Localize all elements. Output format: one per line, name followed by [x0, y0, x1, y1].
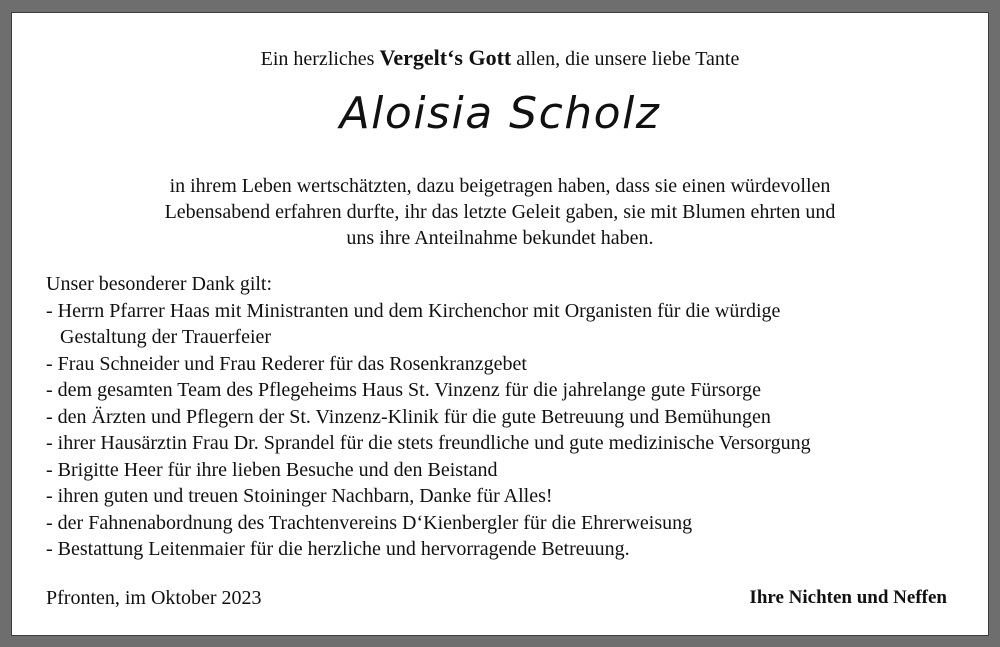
intro-emphasis: Vergelt‘s Gott: [379, 45, 512, 70]
intro-after: allen, die unsere liebe Tante: [511, 48, 740, 70]
list-item: - Herrn Pfarrer Haas mit Ministranten und dem Kirchenchor mit Organisten für die würdige: [46, 299, 781, 322]
thanks-heading: Unser besonderer Dank gilt:: [46, 273, 273, 295]
notice-card: [11, 12, 989, 636]
list-item: - Brigitte Heer für ihre lieben Besuche und den Beistand: [46, 458, 498, 481]
list-item: - der Fahnenabordnung des Trachtenvereins D‘Kienbergler für die Ehrerweisung: [46, 511, 693, 534]
thanks-list: [46, 271, 968, 563]
list-item: - ihrer Hausärztin Frau Dr. Sprandel für die stets freundliche und gute medizinische Versorgung: [46, 432, 811, 454]
list-item-continuation: Gestaltung der Trauerfeier: [60, 326, 272, 348]
list-item: - ihren guten und treuen Stoininger Nachbarn, Danke für Alles!: [46, 485, 553, 507]
list-item: - Bestattung Leitenmaier für die herzliche und hervorragende Betreuung.: [46, 538, 630, 560]
intro-line: [12, 45, 988, 71]
deceased-name: Aloisia Scholz: [339, 88, 661, 139]
list-item: - den Ärzten und Pflegern der St. Vinzenz-Klinik für die gute Betreuung und Bemühungen: [46, 405, 771, 428]
intro-before: Ein herzliches: [260, 48, 380, 70]
list-item: - Frau Schneider und Frau Rederer für das Rosenkranzgebet: [46, 352, 527, 375]
place-date: Pfronten, im Oktober 2023: [46, 587, 262, 609]
paragraph-line: in ihrem Leben wertschätzten, dazu beigetragen haben, dass sie einen würdevollen: [169, 175, 831, 197]
paragraph-line: Lebensabend erfahren durfte, ihr das letzte Geleit gaben, sie mit Blumen ehrten und: [164, 201, 836, 223]
signature: Ihre Nichten und Neffen: [749, 587, 947, 608]
acknowledgement-paragraph: [12, 173, 988, 251]
paragraph-line: uns ihre Anteilnahme bekundet haben.: [346, 227, 654, 249]
list-item: - dem gesamten Team des Pflegeheims Haus St. Vinzenz für die jahrelange gute Fürsorge: [46, 379, 761, 401]
